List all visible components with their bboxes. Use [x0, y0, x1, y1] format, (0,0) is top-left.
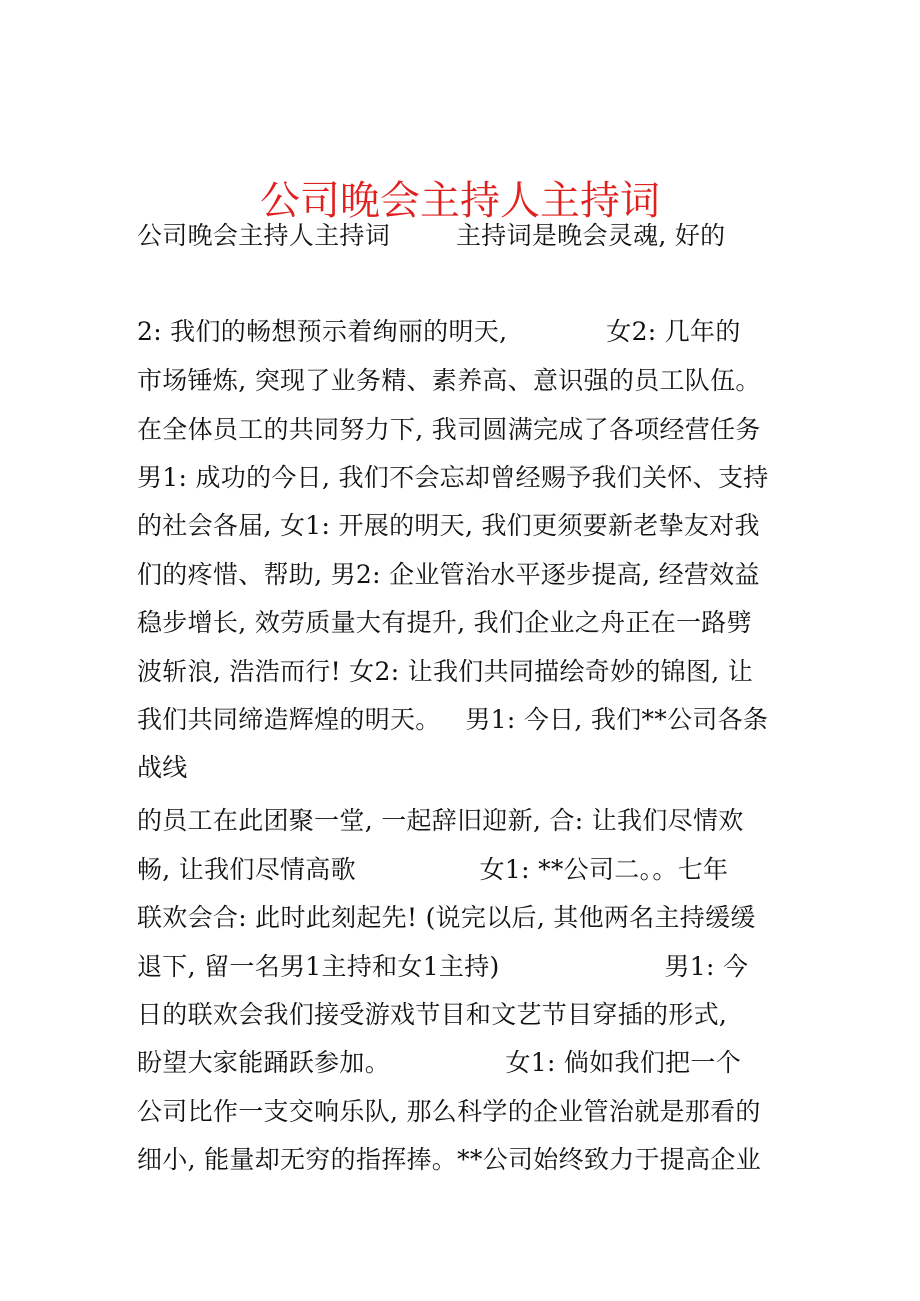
paragraph-line-13: 畅, 让我们尽情高歌 女1: **公司二。。七年 — [137, 855, 729, 884]
paragraph-line-14: 联欢会合: 此时此刻起先! (说完以后, 其他两名主持缓缓 — [137, 903, 756, 932]
paragraph-line-1: 公司晚会主持人主持词 主持词是晚会灵魂, 好的 — [137, 221, 726, 250]
paragraph-line-15: 退下, 留一名男1主持和女1主持) 男1: 今 — [137, 952, 749, 981]
paragraph-line-18: 公司比作一支交响乐队, 那么科学的企业管治就是那看的 — [137, 1097, 761, 1126]
paragraph-line-7: 们的疼惜、帮助, 男2: 企业管治水平逐步提高, 经营效益 — [137, 560, 760, 589]
paragraph-line-11: 战线 — [137, 753, 188, 782]
paragraph-line-3: 市场锤炼, 突现了业务精、素养高、意识强的员工队伍。 — [137, 366, 761, 395]
document-title: 公司晚会主持人主持词 — [260, 177, 660, 224]
paragraph-line-4: 在全体员工的共同努力下, 我司圆满完成了各项经营任务 — [137, 415, 761, 444]
paragraph-line-10: 我们共同缔造辉煌的明天。 男1: 今日, 我们**公司各条 — [137, 705, 769, 734]
paragraph-line-16: 日的联欢会我们接受游戏节目和文艺节目穿插的形式, — [137, 1000, 728, 1029]
paragraph-line-6: 的社会各届, 女1: 开展的明天, 我们更须要新老挚友对我 — [137, 511, 760, 540]
paragraph-line-19: 细小, 能量却无穷的指挥捧。**公司始终致力于提高企业 — [137, 1145, 761, 1174]
paragraph-line-2: 2: 我们的畅想预示着绚丽的明天, 女2: 几年的 — [137, 317, 741, 346]
paragraph-line-9: 波斩浪, 浩浩而行! 女2: 让我们共同描绘奇妙的锦图, 让 — [137, 657, 754, 686]
paragraph-line-8: 稳步增长, 效劳质量大有提升, 我们企业之舟正在一路劈 — [137, 608, 752, 637]
paragraph-line-12: 的员工在此团聚一堂, 一起辞旧迎新, 合: 让我们尽情欢 — [137, 806, 744, 835]
paragraph-line-5: 男1: 成功的今日, 我们不会忘却曾经赐予我们关怀、支持 — [137, 463, 769, 492]
paragraph-line-17: 盼望大家能踊跃参加。 女1: 倘如我们把一个 — [137, 1048, 742, 1077]
